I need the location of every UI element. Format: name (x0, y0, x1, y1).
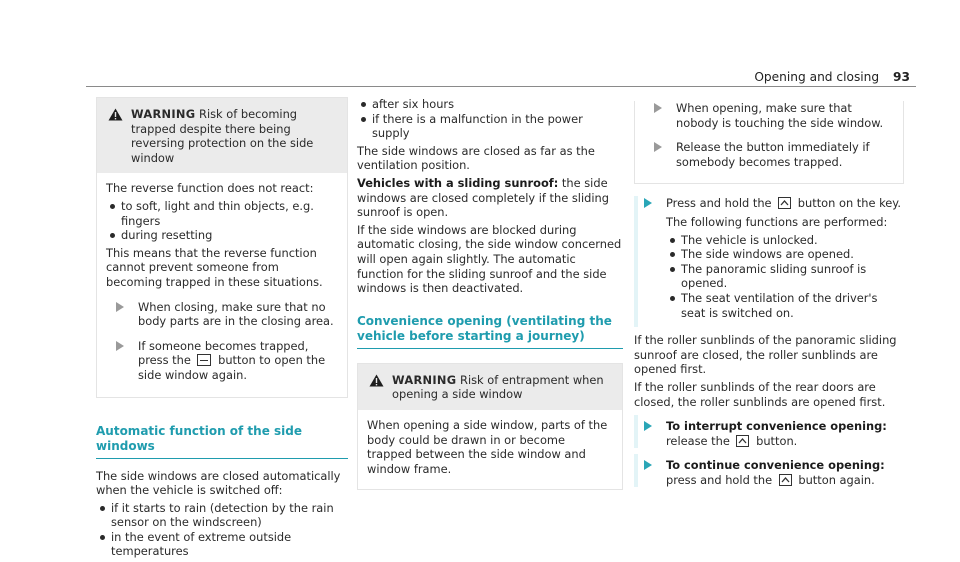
warning-triangle-icon (108, 108, 123, 121)
step-text: button on the key. (797, 196, 902, 211)
list-item: if it starts to rain (detection by the rain sensor on the windscreen) (96, 501, 348, 530)
paragraph (357, 176, 623, 220)
unlock-key-icon (778, 197, 791, 209)
step-arrow-icon (644, 460, 652, 470)
step-text: button to open the side window again. (138, 353, 326, 382)
unlock-key-icon (779, 474, 792, 486)
page-number: 93 (893, 70, 910, 84)
step-item (634, 454, 904, 487)
warning-header (97, 98, 347, 173)
step-item (644, 140, 894, 169)
column-1 (96, 97, 348, 562)
step-arrow-icon (116, 341, 124, 351)
paragraph: If the roller sunblinds of the rear doors are closed, the roller sunblinds are opened first. (634, 379, 886, 409)
warning-label: WARNING (392, 372, 457, 387)
list-item: after six hours (357, 97, 623, 112)
warning-box-trapped (96, 97, 348, 398)
warning-box-entrapment (357, 363, 623, 491)
header-rule (86, 86, 916, 87)
warning-body (358, 410, 622, 489)
page-header (754, 70, 910, 85)
step-arrow-icon (654, 103, 662, 113)
warning-intro: The reverse function does not react: (106, 181, 314, 196)
section-heading-convenience: Convenience opening (ventilating the vehicle before starting a journey) (357, 314, 623, 349)
step-item (634, 415, 904, 448)
warning-title: Risk of entrapment when opening a side window (392, 372, 604, 402)
paragraph-text: the side windows are closed completely if the sliding sunroof is open. (357, 175, 609, 220)
warning-title: Risk of becoming trapped despite there being reversing protection on the side window (131, 107, 314, 165)
step-arrow-icon (654, 142, 662, 152)
list-item: if there is a malfunction in the power supply (357, 112, 623, 141)
column-3 (634, 97, 904, 491)
warning-outro: This means that the reverse function cannot prevent someone from becoming trapped in these situations. (106, 245, 323, 289)
step-text: When opening, make sure that nobody is touching the side window. (676, 101, 884, 130)
list-item: The side windows are opened. (666, 247, 904, 262)
column-2 (357, 97, 623, 498)
step-text: button. (756, 433, 798, 448)
step-arrow-icon (644, 198, 652, 208)
warning-body (635, 101, 903, 183)
window-button-icon (197, 354, 211, 366)
unlock-key-icon (736, 435, 749, 447)
list-item: to soft, light and thin objects, e.g. fingers (106, 199, 338, 228)
section-title: Opening and closing (754, 70, 880, 84)
section-heading-automatic: Automatic function of the side windows (96, 424, 348, 459)
step-item (106, 339, 338, 383)
warning-label: WARNING (131, 107, 196, 121)
list-item: during resetting (106, 228, 338, 243)
instruction-press-hold (634, 196, 904, 327)
automatic-bullets (96, 501, 348, 559)
warning-text: When opening a side window, parts of the body could be drawn in or become trapped between the side window and window frame. (367, 417, 608, 476)
step-arrow-icon (644, 421, 652, 431)
bold-lead: Vehicles with a sliding sunroof: (357, 175, 559, 190)
list-item: in the event of extreme outside temperatures (96, 530, 348, 559)
function-bullets (634, 233, 904, 321)
warning-body (97, 173, 347, 396)
automatic-bullets-cont (357, 97, 623, 141)
step-text: Release the button immediately if somebody becomes trapped. (676, 140, 870, 169)
instruction-continue (634, 454, 904, 487)
bold-lead: To continue convenience opening: (666, 458, 885, 473)
bold-lead: To interrupt convenience opening: (666, 419, 887, 434)
list-item: The vehicle is unlocked. (666, 233, 904, 248)
step-text: button again. (798, 472, 875, 487)
instruction-interrupt (634, 415, 904, 448)
step-text: When closing, make sure that no body parts are in the closing area. (138, 299, 334, 329)
warning-bullets (106, 199, 338, 243)
paragraph: If the side windows are blocked during automatic closing, the side window concerned will open again slightly. The automatic function for the sliding sunroof and the side windows is then deactivated. (357, 222, 622, 296)
step-item (634, 196, 904, 211)
paragraph: The side windows are closed automatically when the vehicle is switched off: (96, 468, 341, 498)
warning-triangle-icon (369, 374, 384, 387)
paragraph: The following functions are performed: (666, 214, 888, 229)
paragraph: If the roller sunblinds of the panoramic sliding sunroof are closed, the roller sunblinds are opened first. (634, 333, 897, 377)
warning-header (358, 364, 622, 410)
step-text: Press and hold the (666, 196, 772, 211)
paragraph: The side windows are closed as far as the ventilation position. (357, 143, 595, 173)
step-item (644, 101, 894, 130)
step-arrow-icon (116, 302, 124, 312)
list-item: The panoramic sliding sunroof is opened. (666, 262, 904, 291)
step-item (106, 300, 338, 329)
warning-box-continued (634, 101, 904, 184)
step-text: press and hold the (666, 472, 773, 487)
step-text: release the (666, 433, 730, 448)
step-text: If someone becomes trapped, press the (138, 338, 309, 368)
list-item: The seat ventilation of the driver's seat is switched on. (666, 291, 904, 320)
